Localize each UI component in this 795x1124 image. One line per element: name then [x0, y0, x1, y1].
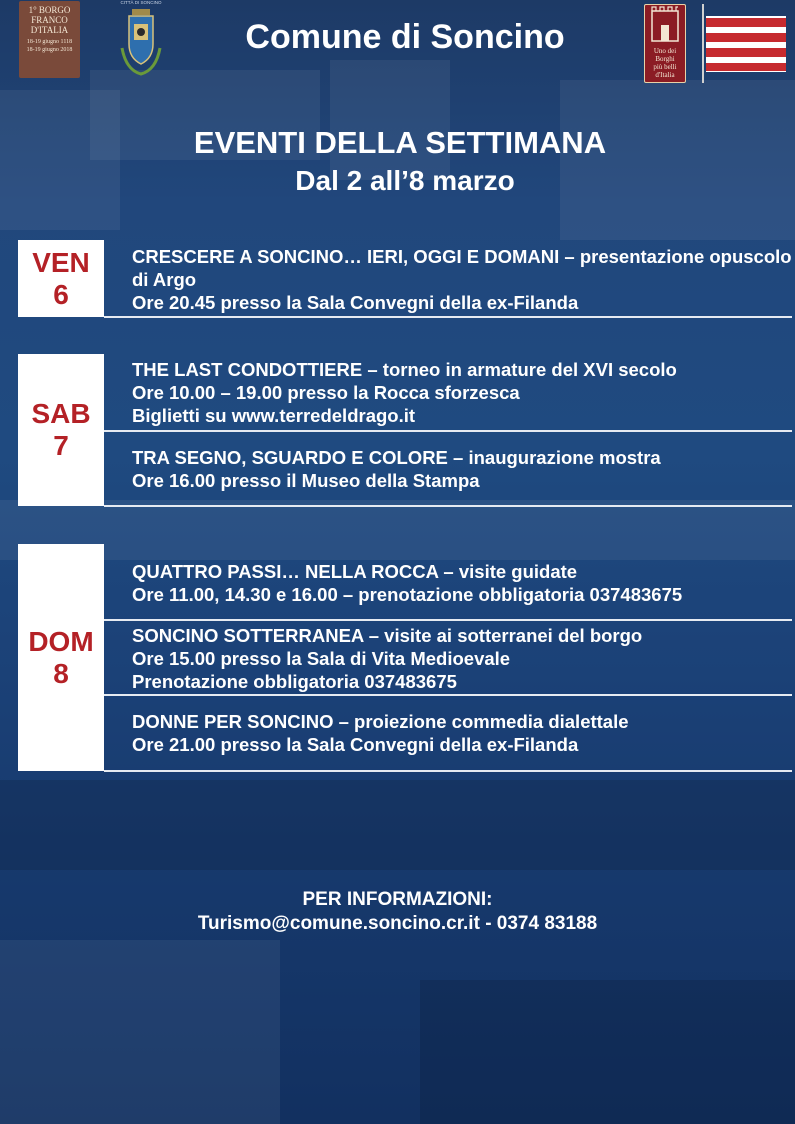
event-detail: Biglietti su www.terredeldrago.it	[132, 405, 416, 426]
event-detail: Ore 15.00 presso la Sala di Vita Medioevale	[132, 648, 511, 669]
divider	[104, 505, 792, 507]
divider	[104, 770, 792, 772]
divider	[104, 316, 792, 318]
event-donne-per-soncino	[132, 710, 792, 756]
borgo-logo-line1: 1° BORGO	[28, 5, 71, 15]
page-title: Comune di Soncino	[245, 18, 565, 56]
event-title: THE LAST CONDOTTIERE	[132, 359, 363, 380]
borghi-piu-belli-logo	[644, 4, 686, 83]
event-detail: Ore 21.00 presso la Sala Convegni della ex-Filanda	[132, 734, 579, 755]
borghi-logo-line3: più belli	[653, 63, 677, 71]
event-title: DONNE PER SONCINO	[132, 711, 334, 732]
week-title: EVENTI DELLA SETTIMANA	[193, 125, 607, 160]
day-weekday: DOM	[28, 625, 94, 657]
borghi-logo-line4: d'Italia	[655, 71, 675, 79]
event-tra-segno-sguardo-colore	[132, 446, 792, 492]
divider	[104, 694, 792, 696]
divider	[104, 619, 792, 621]
event-title: SONCINO SOTTERRANEA	[132, 625, 364, 646]
event-subtitle: – visite ai sotterranei del borgo	[363, 625, 643, 646]
event-the-last-condottiere	[132, 358, 792, 427]
event-subtitle: – torneo in armature del XVI secolo	[362, 359, 677, 380]
event-detail: Ore 16.00 presso il Museo della Stampa	[132, 470, 480, 491]
borghi-logo-line2: Borghi	[655, 55, 675, 63]
day-number: 7	[53, 430, 69, 461]
event-crescere-a-soncino	[132, 245, 792, 314]
event-subtitle: – inaugurazione mostra	[447, 447, 661, 468]
day-number: 6	[53, 278, 69, 310]
day-weekday: VEN	[32, 246, 90, 278]
info-section	[0, 888, 795, 936]
divider	[104, 430, 792, 432]
week-dates: Dal 2 all’8 marzo	[295, 165, 515, 196]
info-contact-link[interactable]: Turismo@comune.soncino.cr.it - 0374 83188	[197, 913, 598, 934]
event-detail: Ore 11.00, 14.30 e 16.00 – prenotazione obbligatoria 037483675	[132, 584, 683, 605]
event-subtitle: – visite guidate	[438, 561, 578, 582]
coat-of-arms-caption: CITTÀ DI SONCINO	[120, 0, 162, 5]
day-weekday: SAB	[31, 398, 91, 429]
soncino-flag	[700, 4, 788, 83]
event-subtitle: – presentazione opuscolo di Argo	[132, 246, 792, 290]
borgo-logo-line4: 18-19 giugno 1118	[26, 39, 73, 45]
event-subtitle: – proiezione commedia dialettale	[333, 711, 629, 732]
day-box-saturday	[18, 354, 104, 506]
tower-icon	[645, 5, 685, 45]
day-box-sunday	[18, 544, 104, 771]
borghi-logo-line1: Uno dei	[653, 47, 677, 55]
borgo-logo-line5: 18-19 giugno 2018	[26, 47, 73, 53]
event-detail: Ore 20.45 presso la Sala Convegni della ex-Filanda	[132, 292, 579, 313]
event-title: QUATTRO PASSI… NELLA ROCCA	[132, 561, 439, 582]
event-detail: Ore 10.00 – 19.00 presso la Rocca sforzesca	[132, 382, 520, 403]
day-number: 8	[53, 657, 69, 689]
event-soncino-sotterranea	[132, 624, 792, 693]
info-label: PER INFORMAZIONI:	[302, 889, 493, 910]
event-quattro-passi	[132, 560, 792, 606]
borgo-logo-line2: FRANCO	[31, 15, 68, 25]
day-box-friday	[18, 240, 104, 317]
borgo-logo-line3: D'ITALIA	[30, 25, 69, 35]
event-detail: Prenotazione obbligatoria 037483675	[132, 671, 457, 692]
event-title: TRA SEGNO, SGUARDO E COLORE	[132, 447, 448, 468]
event-title: CRESCERE A SONCINO… IERI, OGGI E DOMANI	[132, 246, 560, 267]
